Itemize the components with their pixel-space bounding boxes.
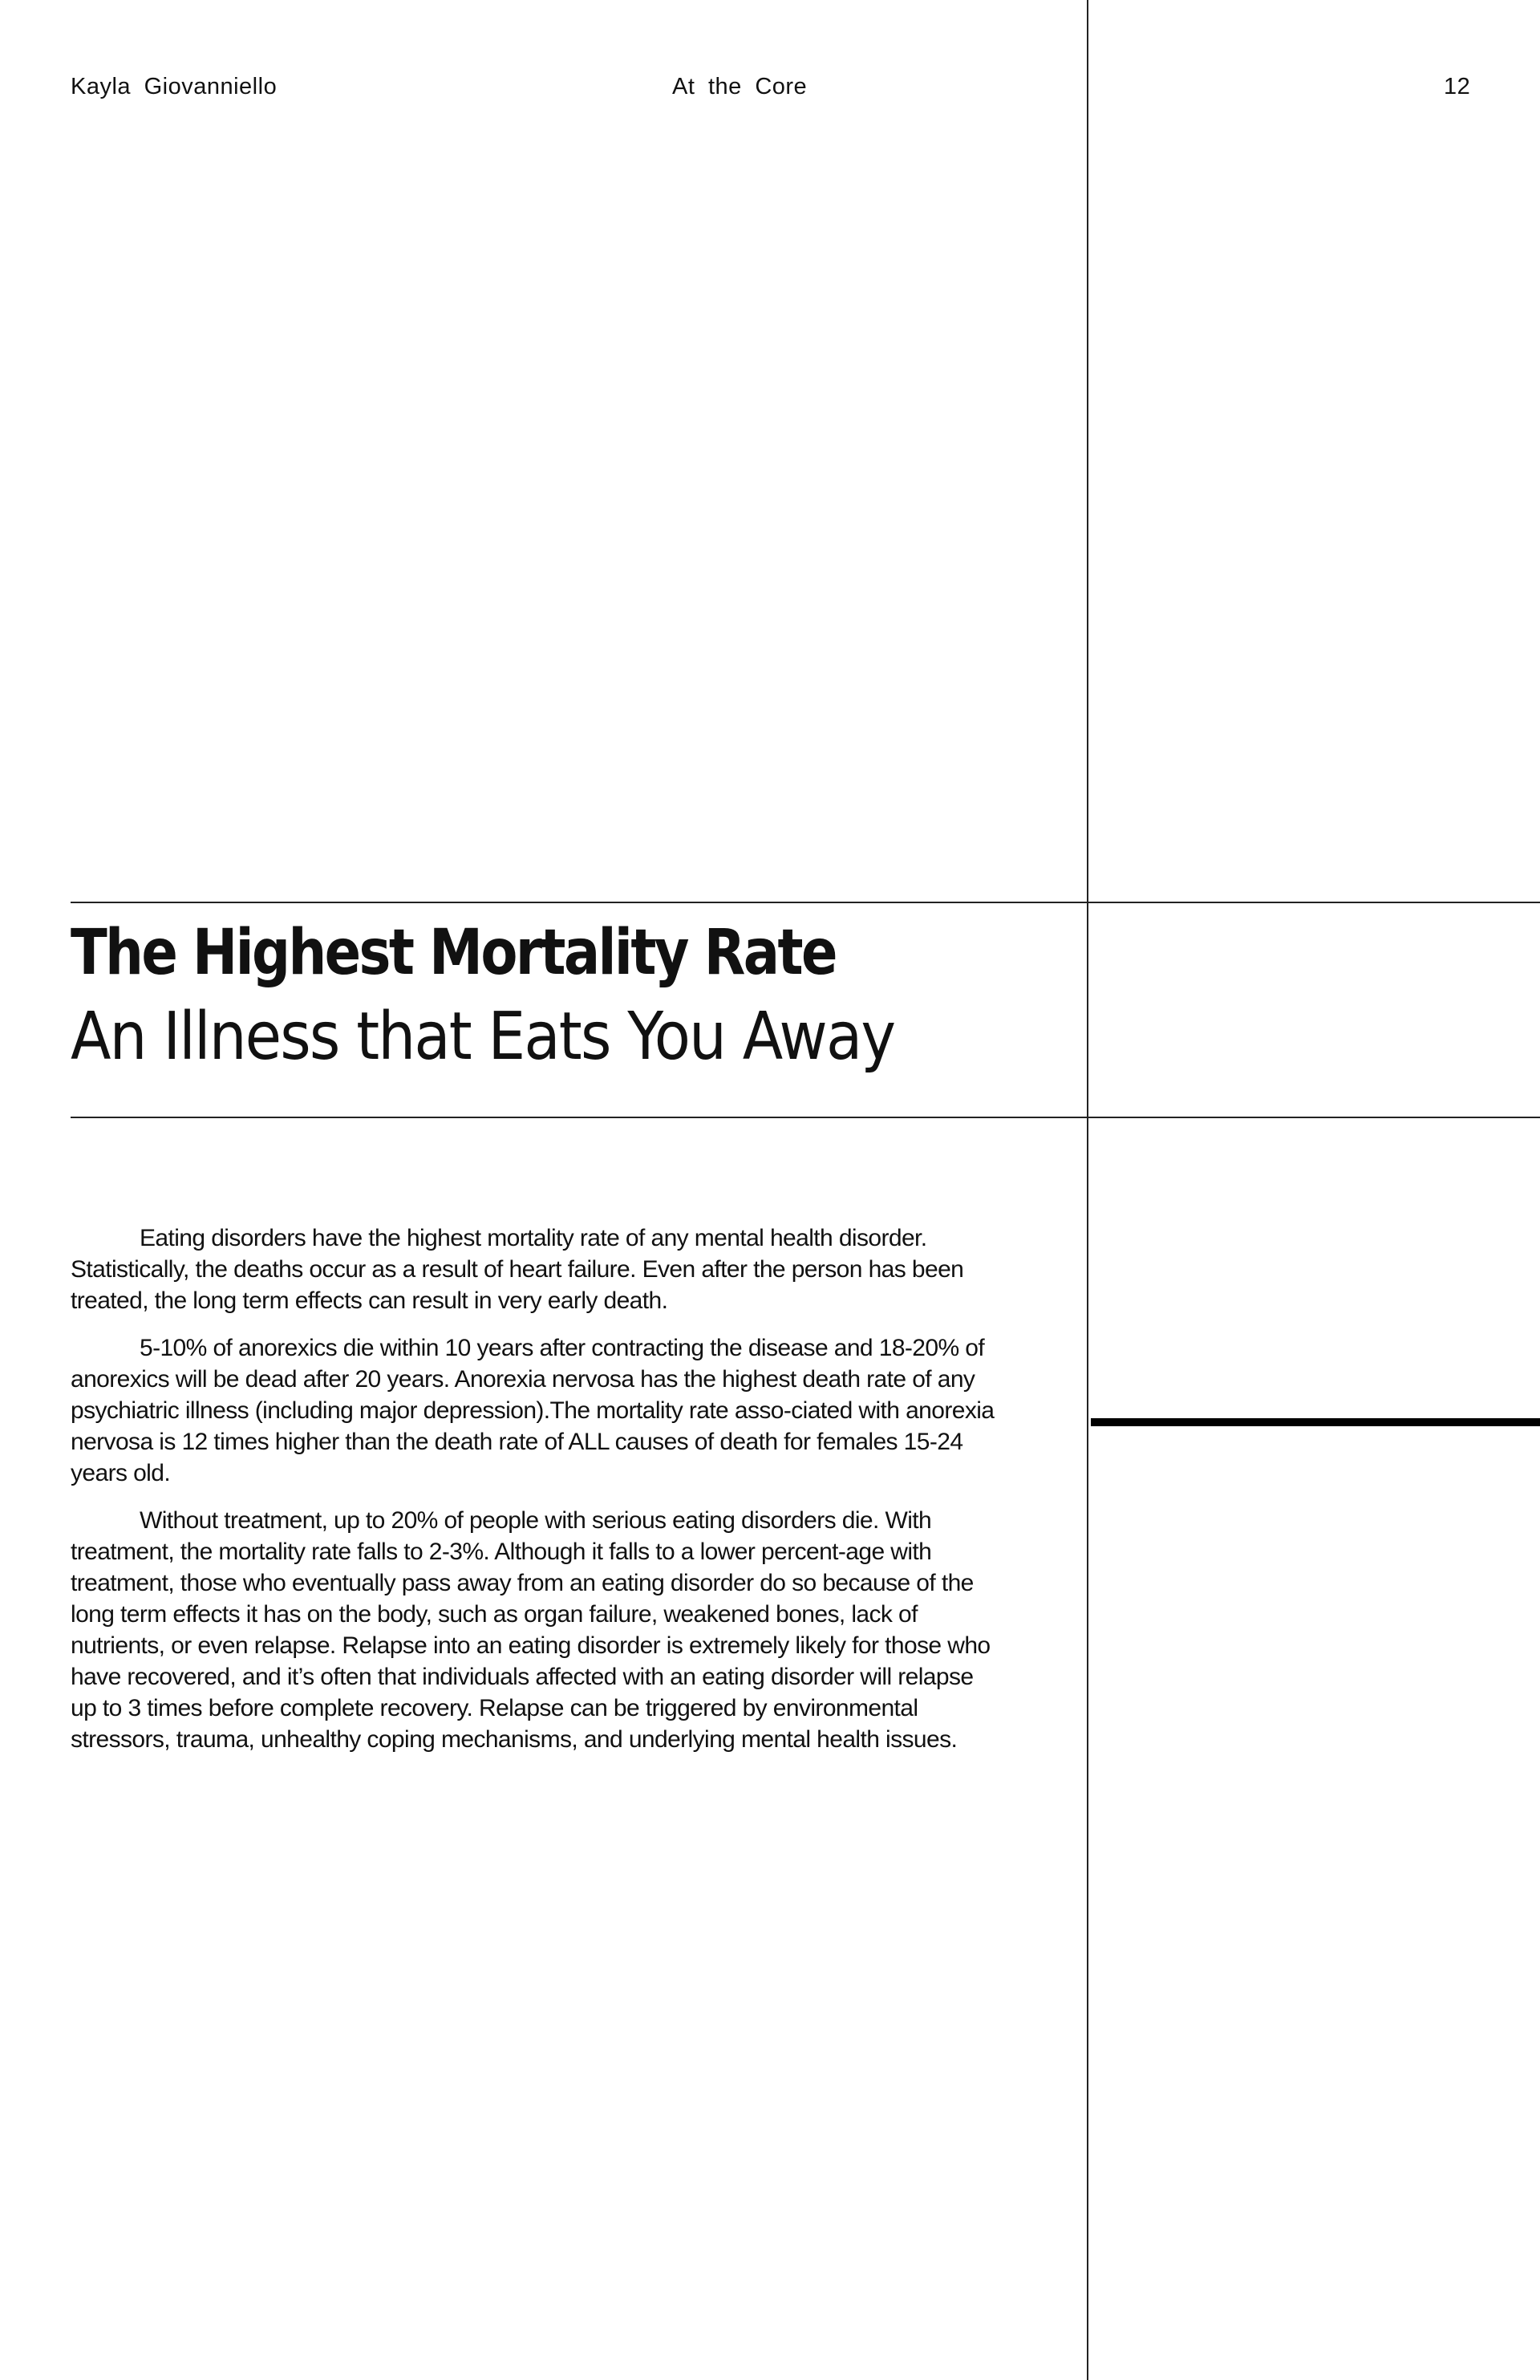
title-bottom-rule	[71, 1117, 1540, 1118]
running-header-author: Kayla Giovanniello	[71, 74, 278, 99]
article-title: The Highest Mortality Rate	[71, 917, 836, 989]
running-header-publication: At the Core	[672, 74, 808, 99]
accent-bar	[1091, 1418, 1540, 1426]
page-number: 12	[1444, 74, 1471, 99]
vertical-column-rule	[1087, 0, 1088, 2380]
article-body	[71, 1222, 1001, 1771]
body-paragraph: Without treatment, up to 20% of people with serious eating disorders die. With treatment, the mortality rate falls to 2-3%. Although it falls to a lower percent-age with treatment, those who eventually pass away from an eating disorder do so because of the long term effects it has on the body, such as organ failure, weakened bones, lack of nutrients, or even relapse. Relapse into an eating disorder is extremely likely for those who have recovered, and it’s often that individuals affected with an eating disorder will relapse up to 3 times before complete recovery. Relapse can be triggered by environmental stressors, trauma, unhealthy coping mechanisms, and underlying mental health issues.	[71, 1507, 991, 1753]
article-subtitle: An Illness that Eats You Away	[71, 999, 895, 1075]
body-paragraph: 5-10% of anorexics die within 10 years after contracting the disease and 18-20% of anorexics will be dead after 20 years. Anorexia nervosa has the highest death rate of any psychiatric illness (including major depression).The mortality rate asso-ciated with anorexia nervosa is 12 times higher than the death rate of ALL causes of death for females 15-24 years old.	[71, 1335, 995, 1486]
body-paragraph: Eating disorders have the highest mortality rate of any mental health disorder. Statistically, the deaths occur as a result of heart failure. Even after the person has been treated, the long term effects can result in very early death.	[71, 1225, 964, 1314]
title-top-rule	[71, 902, 1540, 903]
